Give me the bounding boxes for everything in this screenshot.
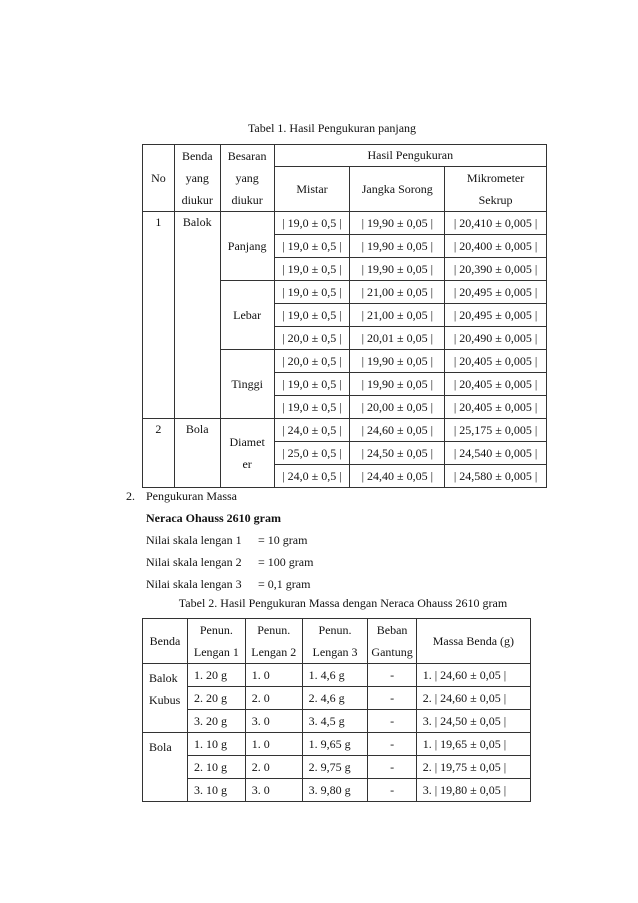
scale-value: = 10 gram	[258, 533, 308, 547]
cell-besaran: Diamet er	[220, 419, 274, 488]
cell-mikrometer: | 20,495 ± 0,005 |	[445, 281, 547, 304]
cell-lengan-2: 2. 0	[245, 756, 302, 779]
header-lengan-2: Penun. Lengan 2	[245, 619, 302, 664]
cell-beban-gantung: -	[368, 664, 416, 687]
cell-jangka-sorong: | 24,50 ± 0,05 |	[350, 442, 445, 465]
cell-jangka-sorong: | 19,90 ± 0,05 |	[350, 212, 445, 235]
cell-mikrometer: | 20,400 ± 0,005 |	[445, 235, 547, 258]
cell-mistar: | 20,0 ± 0,5 |	[274, 327, 350, 350]
cell-lengan-3: 3. 4,5 g	[302, 710, 368, 733]
scale-value: = 100 gram	[258, 555, 314, 569]
cell-lengan-3: 3. 9,80 g	[302, 779, 368, 802]
cell-mistar: | 19,0 ± 0,5 |	[274, 258, 350, 281]
cell-lengan-2: 1. 0	[245, 733, 302, 756]
cell-lengan-1: 1. 10 g	[187, 733, 245, 756]
cell-benda: Balok Kubus	[143, 664, 188, 733]
cell-lengan-2: 3. 0	[245, 779, 302, 802]
cell-mikrometer: | 25,175 ± 0,005 |	[445, 419, 547, 442]
cell-lengan-3: 2. 9,75 g	[302, 756, 368, 779]
header-beban-gantung: Beban Gantung	[368, 619, 416, 664]
cell-mikrometer: | 20,495 ± 0,005 |	[445, 304, 547, 327]
table-row	[143, 419, 547, 442]
cell-benda: Bola	[143, 733, 188, 802]
header-mikrometer-sekrup: Mikrometer Sekrup	[445, 167, 547, 212]
section-number: 2.	[126, 489, 135, 503]
cell-jangka-sorong: | 24,40 ± 0,05 |	[350, 465, 445, 488]
scale-label: Nilai skala lengan 3	[146, 577, 242, 591]
section-title: Pengukuran Massa	[146, 489, 237, 503]
cell-benda: Bola	[174, 419, 220, 488]
cell-no: 1	[143, 212, 175, 419]
header-massa-benda: Massa Benda (g)	[416, 619, 530, 664]
header-mistar: Mistar	[274, 167, 350, 212]
cell-mistar: | 19,0 ± 0,5 |	[274, 281, 350, 304]
cell-besaran: Tinggi	[220, 350, 274, 419]
cell-lengan-3: 1. 9,65 g	[302, 733, 368, 756]
cell-jangka-sorong: | 21,00 ± 0,05 |	[350, 304, 445, 327]
cell-mistar: | 19,0 ± 0,5 |	[274, 304, 350, 327]
cell-beban-gantung: -	[368, 779, 416, 802]
cell-mistar: | 19,0 ± 0,5 |	[274, 373, 350, 396]
cell-jangka-sorong: | 19,90 ± 0,05 |	[350, 258, 445, 281]
cell-beban-gantung: -	[368, 756, 416, 779]
cell-beban-gantung: -	[368, 687, 416, 710]
table-row	[143, 779, 531, 802]
cell-mikrometer: | 24,540 ± 0,005 |	[445, 442, 547, 465]
scale-value: = 0,1 gram	[258, 577, 311, 591]
table-row	[143, 664, 531, 687]
header-hasil-pengukuran: Hasil Pengukuran	[274, 145, 546, 167]
cell-lengan-2: 1. 0	[245, 664, 302, 687]
cell-massa-benda: 3. | 24,50 ± 0,05 |	[416, 710, 530, 733]
table2-mass-measurement	[142, 618, 531, 802]
header-lengan-3: Penun. Lengan 3	[302, 619, 368, 664]
table-row	[143, 710, 531, 733]
cell-mikrometer: | 20,490 ± 0,005 |	[445, 327, 547, 350]
scale-row	[146, 551, 314, 573]
cell-lengan-1: 1. 20 g	[187, 664, 245, 687]
table-row	[143, 756, 531, 779]
scale-row	[146, 529, 308, 551]
cell-lengan-1: 2. 20 g	[187, 687, 245, 710]
header-jangka-sorong: Jangka Sorong	[350, 167, 445, 212]
cell-lengan-3: 1. 4,6 g	[302, 664, 368, 687]
header-besaran: Besaran yang diukur	[220, 145, 274, 212]
cell-benda: Balok	[174, 212, 220, 419]
cell-mistar: | 25,0 ± 0,5 |	[274, 442, 350, 465]
cell-beban-gantung: -	[368, 710, 416, 733]
cell-mikrometer: | 20,405 ± 0,005 |	[445, 373, 547, 396]
cell-mikrometer: | 24,580 ± 0,005 |	[445, 465, 547, 488]
cell-jangka-sorong: | 21,00 ± 0,05 |	[350, 281, 445, 304]
cell-massa-benda: 3. | 19,80 ± 0,05 |	[416, 779, 530, 802]
cell-lengan-3: 2. 4,6 g	[302, 687, 368, 710]
cell-no: 2	[143, 419, 175, 488]
cell-jangka-sorong: | 24,60 ± 0,05 |	[350, 419, 445, 442]
cell-mikrometer: | 20,405 ± 0,005 |	[445, 396, 547, 419]
cell-massa-benda: 1. | 19,65 ± 0,05 |	[416, 733, 530, 756]
scale-label: Nilai skala lengan 2	[146, 555, 242, 569]
cell-mistar: | 24,0 ± 0,5 |	[274, 465, 350, 488]
cell-mikrometer: | 20,405 ± 0,005 |	[445, 350, 547, 373]
table-row	[143, 687, 531, 710]
cell-lengan-1: 3. 10 g	[187, 779, 245, 802]
cell-mistar: | 24,0 ± 0,5 |	[274, 419, 350, 442]
cell-jangka-sorong: | 20,01 ± 0,05 |	[350, 327, 445, 350]
cell-mikrometer: | 20,410 ± 0,005 |	[445, 212, 547, 235]
table-row	[143, 733, 531, 756]
cell-massa-benda: 2. | 24,60 ± 0,05 |	[416, 687, 530, 710]
cell-lengan-2: 3. 0	[245, 710, 302, 733]
cell-lengan-1: 3. 20 g	[187, 710, 245, 733]
instrument-name: Neraca Ohauss 2610 gram	[146, 511, 281, 525]
cell-lengan-1: 2. 10 g	[187, 756, 245, 779]
header-benda: Benda	[143, 619, 188, 664]
cell-mikrometer: | 20,390 ± 0,005 |	[445, 258, 547, 281]
scale-row	[146, 573, 311, 595]
table1-caption: Tabel 1. Hasil Pengukuran panjang	[247, 121, 417, 135]
table-row	[143, 212, 547, 235]
cell-mistar: | 19,0 ± 0,5 |	[274, 212, 350, 235]
cell-massa-benda: 1. | 24,60 ± 0,05 |	[416, 664, 530, 687]
cell-besaran: Panjang	[220, 212, 274, 281]
cell-mistar: | 19,0 ± 0,5 |	[274, 235, 350, 258]
cell-mistar: | 20,0 ± 0,5 |	[274, 350, 350, 373]
cell-lengan-2: 2. 0	[245, 687, 302, 710]
cell-beban-gantung: -	[368, 733, 416, 756]
cell-massa-benda: 2. | 19,75 ± 0,05 |	[416, 756, 530, 779]
cell-mistar: | 19,0 ± 0,5 |	[274, 396, 350, 419]
header-lengan-1: Penun. Lengan 1	[187, 619, 245, 664]
cell-jangka-sorong: | 20,00 ± 0,05 |	[350, 396, 445, 419]
cell-jangka-sorong: | 19,90 ± 0,05 |	[350, 350, 445, 373]
table2-caption: Tabel 2. Hasil Pengukuran Massa dengan Neraca Ohauss 2610 gram	[178, 596, 508, 610]
table1-length-measurement	[142, 144, 547, 488]
header-benda: Benda yang diukur	[174, 145, 220, 212]
cell-jangka-sorong: | 19,90 ± 0,05 |	[350, 235, 445, 258]
scale-label: Nilai skala lengan 1	[146, 533, 242, 547]
cell-besaran: Lebar	[220, 281, 274, 350]
header-no: No	[143, 145, 175, 212]
cell-jangka-sorong: | 19,90 ± 0,05 |	[350, 373, 445, 396]
